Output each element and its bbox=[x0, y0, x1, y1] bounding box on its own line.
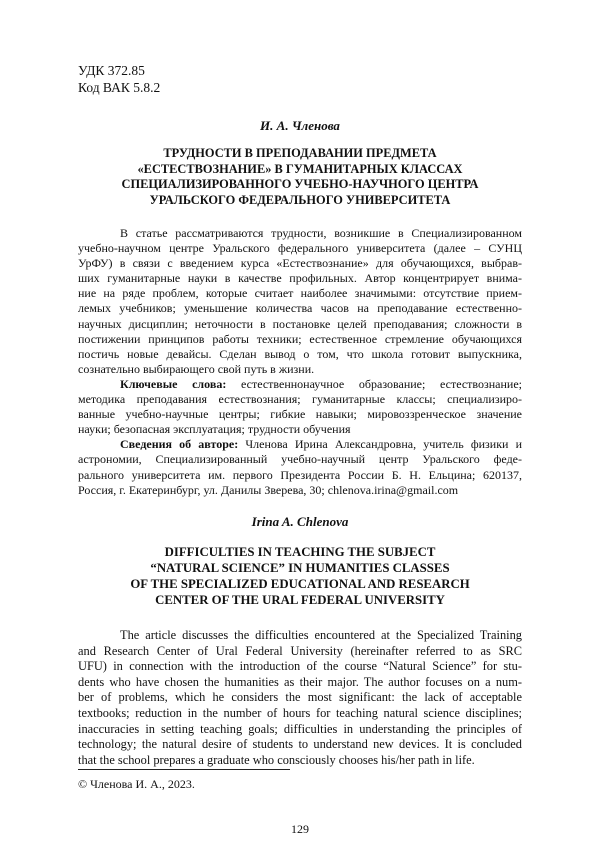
title-line: ТРУДНОСТИ В ПРЕПОДАВАНИИ ПРЕДМЕТА bbox=[163, 146, 437, 160]
keywords-line: науки; безопасная эксплуатация; трудности обучения bbox=[78, 422, 351, 437]
author-info-line: астрономии, Специализированный учебно-научный центр Уральского феде- bbox=[78, 452, 522, 467]
author-name-ru: И. А. Членова bbox=[260, 118, 340, 133]
keywords-label: Ключевые слова: bbox=[120, 376, 227, 391]
abstract-line: technology; the natural desire of students to understand new devices. It is concluded bbox=[78, 737, 522, 752]
abstract-line: ние на ряде проблем, которые считает наиболее значимыми: отсутствие прием- bbox=[78, 286, 522, 301]
abstract-line: УрФУ) в связи с введением курса «Естествознание» для обучающихся, выбрав- bbox=[78, 256, 522, 271]
abstract-line: inaccuracies in setting teaching goals; difficulties in understanding the principles of bbox=[78, 721, 522, 736]
title-line: СПЕЦИАЛИЗИРОВАННОГО УЧЕБНО-НАУЧНОГО ЦЕНТРА bbox=[121, 177, 479, 191]
keywords-line bbox=[78, 377, 522, 392]
abstract-line: постижении принципов работы техники; естественное стремление обучающихся bbox=[78, 331, 522, 346]
abstract-line: textbooks; reduction in the number of hours for teaching natural science disciplines; bbox=[78, 705, 522, 720]
abstract-line: постичь новые девайсы. Сделан вывод о том, что школа готовит выпускника, bbox=[78, 346, 522, 361]
abstract-line: В статье рассматриваются трудности, возникшие в Специализированном bbox=[120, 226, 522, 240]
vak-code: Код ВАК 5.8.2 bbox=[78, 80, 161, 95]
abstract-line: научных дисциплин; неточности в постановке целей преподавания; сложности в bbox=[78, 316, 522, 331]
author-info-line: Россия, г. Екатеринбург, ул. Данилы Зверева, 30; chlenova.irina@gmail.com bbox=[78, 482, 459, 497]
article-title-en bbox=[78, 544, 522, 608]
abstract-line: ших гуманитарные науки в качестве профильных. Автор концентрирует внима- bbox=[78, 271, 522, 286]
keywords-text: естественнонаучное образование; естествознание; bbox=[226, 376, 522, 391]
author-name-en: Irina A. Chlenova bbox=[251, 514, 349, 529]
title-line: DIFFICULTIES IN TEACHING THE SUBJECT bbox=[164, 545, 436, 559]
title-line: “NATURAL SCIENCE” IN HUMANITIES CLASSES bbox=[150, 561, 450, 575]
abstract-line: ber of problems, which he considers the most significant: the lack of acceptable bbox=[78, 690, 522, 705]
footnote-divider bbox=[78, 769, 290, 770]
classification-codes bbox=[78, 62, 160, 96]
copyright-footnote: © Членова И. А., 2023. bbox=[78, 777, 195, 791]
title-line: CENTER OF THE URAL FEDERAL UNIVERSITY bbox=[155, 593, 445, 607]
abstract-line: and Research Center of Ural Federal University (hereinafter referred to as SRC bbox=[78, 643, 522, 658]
title-line: УРАЛЬСКОГО ФЕДЕРАЛЬНОГО УНИВЕРСИТЕТА bbox=[149, 192, 451, 207]
abstract-line: that the school prepares a graduate who consciously chooses his/her path in life. bbox=[78, 752, 475, 767]
abstract-line: сознательно выбирающего свой путь в жизни. bbox=[78, 361, 315, 376]
keywords-line: ванные учебно-научные центры; гибкие навыки; мировоззренческое значение bbox=[78, 407, 522, 422]
abstract-line: dents who have chosen the humanities as their major. The author focuses on a num- bbox=[78, 674, 522, 689]
abstract-line: лемых учебников; уменьшение количества часов на преподавание естественно- bbox=[78, 301, 522, 316]
page-number: 129 bbox=[291, 822, 309, 836]
abstract-en bbox=[78, 628, 522, 768]
abstract-line: The article discusses the difficulties encountered at the Specialized Training bbox=[120, 628, 522, 642]
abstract-line: UFU) in connection with the introduction of the course “Natural Science” for stu- bbox=[78, 659, 522, 674]
abstract-ru bbox=[78, 226, 522, 498]
udc-code: УДК 372.85 bbox=[78, 63, 145, 78]
author-info-text: Членова Ирина Александровна, учитель физики и bbox=[238, 437, 522, 452]
article-title-ru bbox=[78, 146, 522, 208]
abstract-line: учебно-научном центре Уральского федерального университета (далее – СУНЦ bbox=[78, 241, 522, 256]
keywords-line: методика преподавания естествознания; гуманитарные классы; специализиро- bbox=[78, 392, 522, 407]
author-info-line bbox=[78, 437, 522, 452]
author-info-label: Сведения об авторе: bbox=[120, 437, 239, 452]
title-line: OF THE SPECIALIZED EDUCATIONAL AND RESEARCH bbox=[130, 577, 470, 591]
title-line: «ЕСТЕСТВОЗНАНИЕ» В ГУМАНИТАРНЫХ КЛАССАХ bbox=[137, 161, 463, 176]
author-info-line: рального университета им. первого Президента России Б. Н. Ельцина; 620137, bbox=[78, 467, 522, 482]
